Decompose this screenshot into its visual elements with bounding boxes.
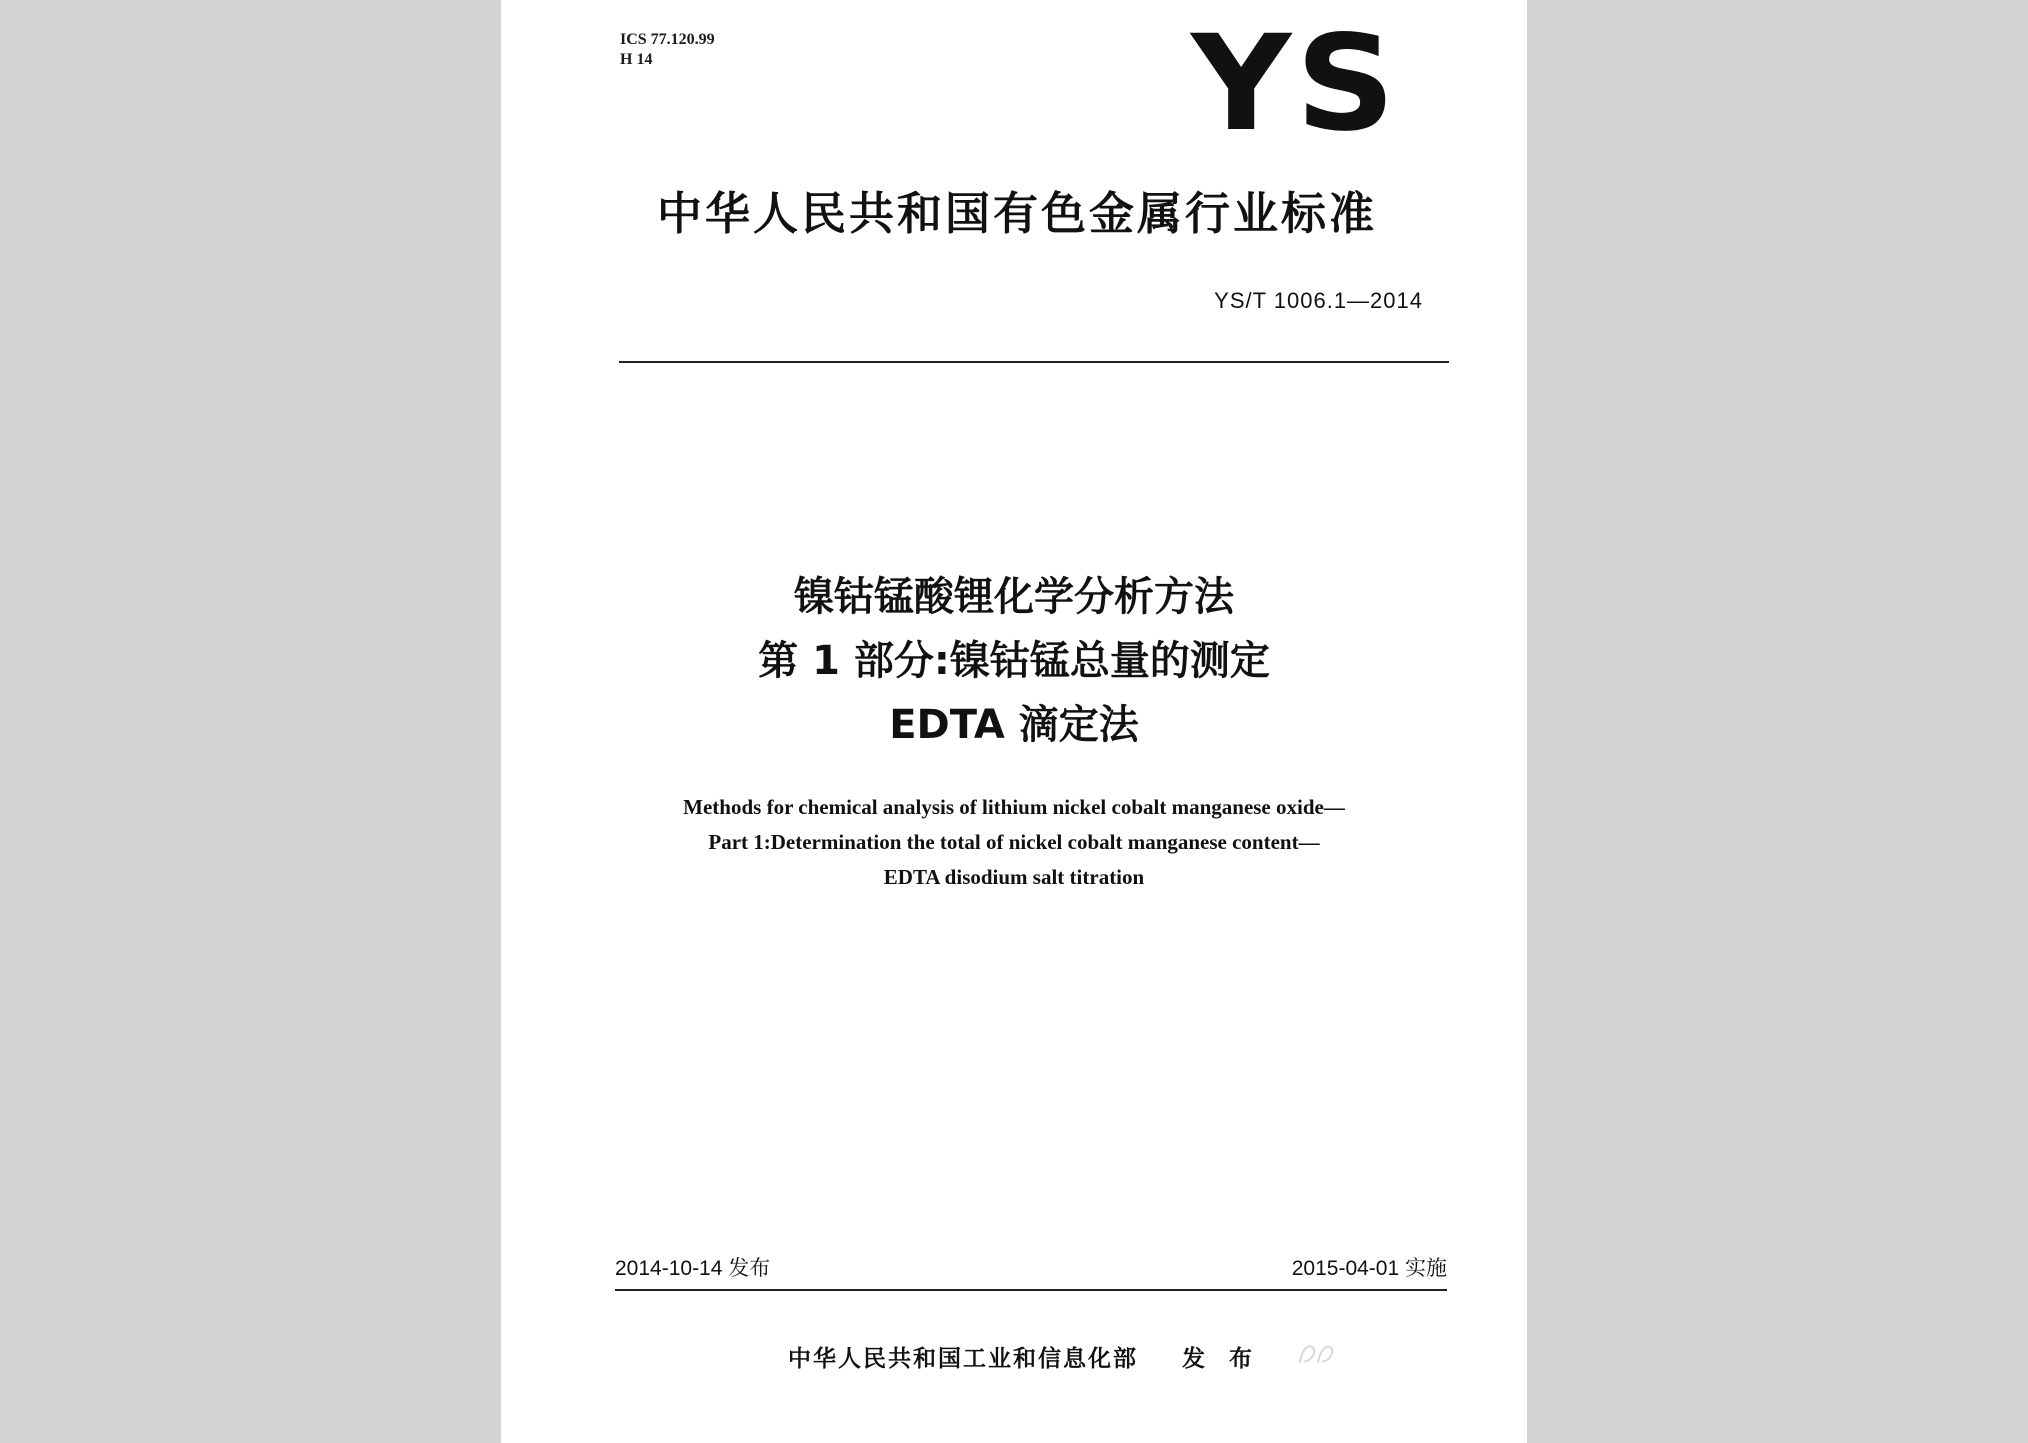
publisher-line [788, 1340, 1260, 1373]
faint-stamp-mark [1294, 1335, 1338, 1371]
bottom-divider [615, 1289, 1447, 1291]
stamp-mark-icon [1294, 1335, 1338, 1371]
standard-title-text: 中华人民共和国有色金属行业标准 [656, 187, 1377, 240]
document-page [501, 0, 1527, 1443]
issue-date: 2014-10-14 发布 [615, 1257, 771, 1280]
standard-number: YS/T 1006.1—2014 [1214, 288, 1423, 313]
effective-date: 2015-04-01 实施 [1291, 1257, 1447, 1280]
en-title-line-1: Methods for chemical analysis of lithium nickel cobalt manganese oxide— [683, 795, 1345, 819]
classification-codes [620, 30, 715, 70]
publish-label: 发 布 [1182, 1346, 1261, 1372]
publisher-name: 中华人民共和国工业和信息化部 [788, 1346, 1138, 1372]
standard-title [501, 186, 1527, 242]
class-code: H 14 [620, 51, 653, 68]
ics-code: ICS 77.120.99 [620, 31, 715, 48]
cn-title-line-2: 第 1 部分:镍钴锰总量的测定 [758, 638, 1270, 684]
english-title-block [501, 790, 1527, 895]
top-divider [619, 361, 1449, 363]
cn-title-line-3: EDTA 滴定法 [889, 702, 1139, 748]
ys-logo: YS [1191, 7, 1400, 161]
cn-title-line-1: 镍钴锰酸锂化学分析方法 [794, 574, 1234, 620]
en-title-line-2: Part 1:Determination the total of nickel cobalt manganese content— [708, 830, 1320, 854]
en-title-line-3: EDTA disodium salt titration [883, 865, 1145, 889]
chinese-title-block [501, 565, 1527, 757]
